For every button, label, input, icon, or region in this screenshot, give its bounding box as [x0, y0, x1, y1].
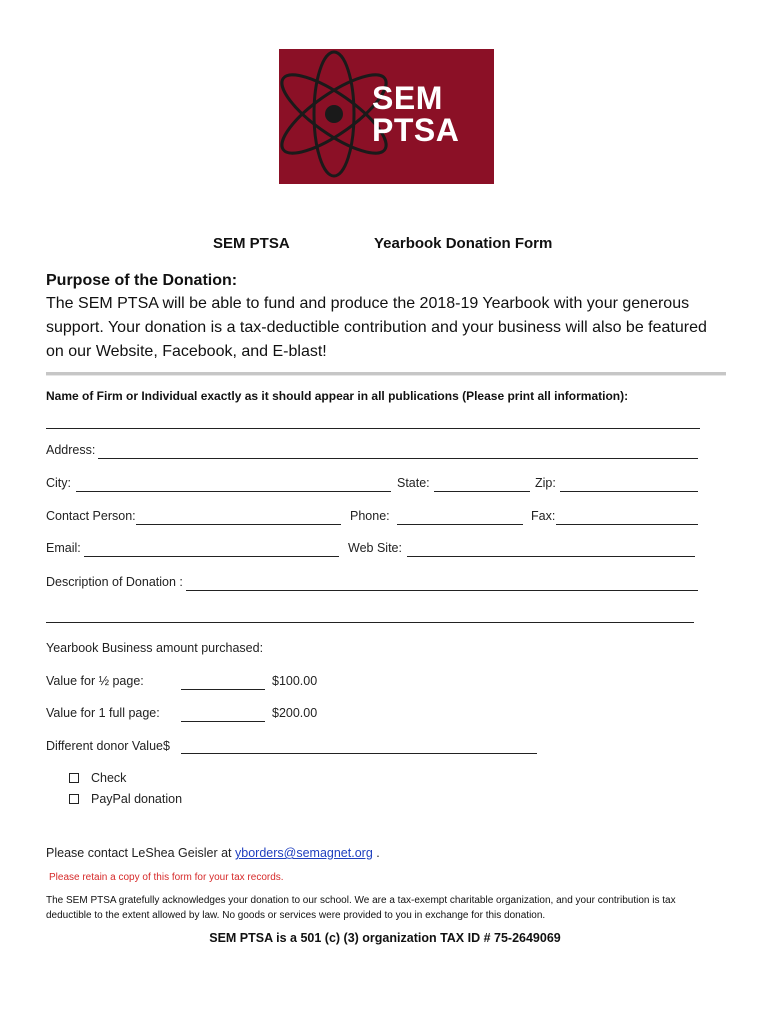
- full-page-field[interactable]: [181, 721, 265, 722]
- tax-id-statement: SEM PTSA is a 501 (c) (3) organization TAX ID # 75-2649069: [209, 931, 561, 945]
- org-name: SEM PTSA: [213, 235, 290, 252]
- purpose-body: The SEM PTSA will be able to fund and produce the 2018-19 Yearbook with your generous support. Your donation is a tax-deductible contribution and your business will also be featured on our Website, Facebook, and E-blast!: [46, 295, 707, 360]
- description-field[interactable]: [186, 590, 698, 591]
- fax-field[interactable]: [556, 524, 698, 525]
- full-page-label: Value for 1 full page:: [46, 706, 160, 720]
- phone-label: Phone:: [350, 509, 390, 523]
- paypal-checkbox[interactable]: [69, 794, 79, 804]
- contact-label: Contact Person:: [46, 509, 136, 523]
- full-page-price: $200.00: [272, 706, 318, 720]
- check-option-label: Check: [91, 771, 127, 785]
- retain-note: Please retain a copy of this form for your tax records.: [49, 872, 284, 883]
- zip-field[interactable]: [560, 491, 698, 492]
- check-checkbox[interactable]: [69, 773, 79, 783]
- address-field[interactable]: [98, 458, 698, 459]
- section-divider: [46, 372, 726, 376]
- city-field[interactable]: [76, 491, 391, 492]
- contact-prefix: Please contact LeShea Geisler at: [46, 846, 232, 860]
- form-title: Yearbook Donation Form: [374, 235, 553, 252]
- website-field[interactable]: [407, 556, 695, 557]
- contact-email-link[interactable]: yborders@semagnet.org: [235, 846, 373, 860]
- website-label: Web Site:: [348, 541, 402, 555]
- contact-suffix: .: [376, 846, 380, 860]
- paypal-option-label: PayPal donation: [91, 792, 183, 806]
- acknowledgement-text: The SEM PTSA gratefully acknowledges your donation to our school. We are a tax-exempt charitable organization, and your contribution is tax deductible to the extent allowed by law. No goods or services were provided to you in exchange for this donation.: [46, 895, 676, 921]
- contact-line: [46, 846, 380, 860]
- purpose-heading: Purpose of the Donation:: [46, 272, 238, 289]
- email-label: Email:: [46, 541, 81, 555]
- city-label: City:: [46, 476, 71, 490]
- description-field-line2[interactable]: [46, 622, 694, 623]
- half-page-price: $100.00: [272, 674, 318, 688]
- amount-heading: Yearbook Business amount purchased:: [46, 641, 264, 655]
- contact-field[interactable]: [136, 524, 341, 525]
- phone-field[interactable]: [397, 524, 523, 525]
- different-value-label: Different donor Value$: [46, 739, 170, 753]
- state-label: State:: [397, 476, 430, 490]
- half-page-field[interactable]: [181, 689, 265, 690]
- different-value-field[interactable]: [181, 753, 537, 754]
- name-label: Name of Firm or Individual exactly as it should appear in all publications (Please print all information):: [46, 389, 629, 403]
- email-field[interactable]: [84, 556, 339, 557]
- sem-ptsa-logo: [279, 49, 494, 184]
- name-field[interactable]: [46, 428, 700, 429]
- state-field[interactable]: [434, 491, 530, 492]
- logo-text: SEM PTSA: [372, 80, 460, 148]
- zip-label: Zip:: [535, 476, 556, 490]
- description-label: Description of Donation :: [46, 575, 183, 589]
- fax-label: Fax:: [531, 509, 556, 523]
- half-page-label: Value for ½ page:: [46, 674, 144, 688]
- address-label: Address:: [46, 443, 96, 457]
